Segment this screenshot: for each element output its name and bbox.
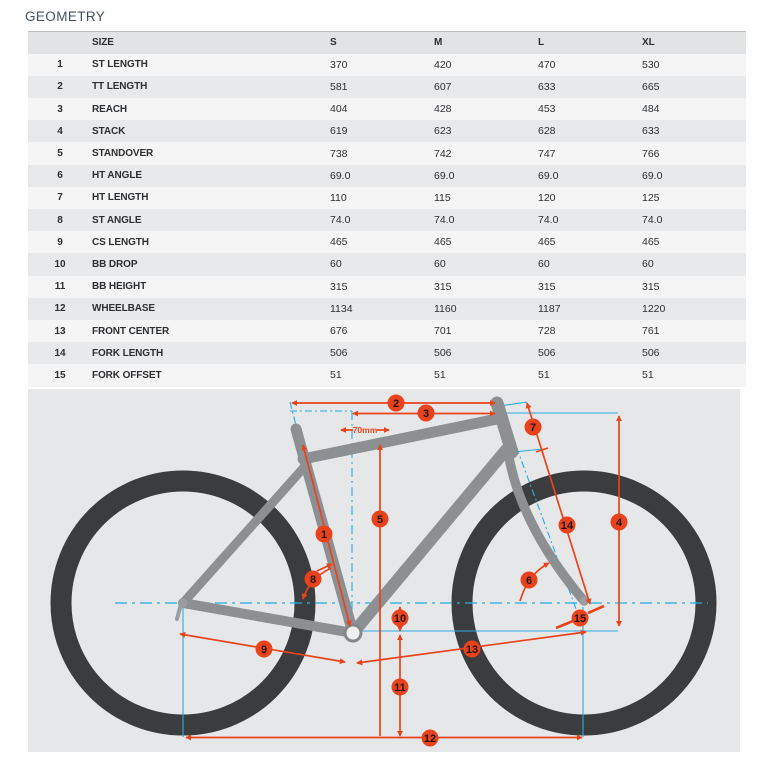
row-value-s: 69.0 <box>330 169 351 182</box>
callout-3-number: 3 <box>422 408 430 420</box>
callout-4-number: 4 <box>615 517 623 529</box>
callout-15 <box>572 610 589 627</box>
row-label: BB HEIGHT <box>92 281 147 293</box>
row-value-xl: 74.0 <box>642 214 663 227</box>
callout-7 <box>525 419 542 436</box>
row-number: 1 <box>57 59 63 71</box>
row-label: FORK LENGTH <box>92 347 164 359</box>
row-value-xl: 315 <box>642 280 660 293</box>
row-value-s: 51 <box>330 369 342 382</box>
row-label: STACK <box>92 125 126 137</box>
callout-13-number: 13 <box>465 644 479 656</box>
row-value-l: 69.0 <box>538 169 559 182</box>
row-value-l: 1187 <box>538 302 561 315</box>
row-value-l: 728 <box>538 325 556 338</box>
row-value-l: 74.0 <box>538 214 559 227</box>
row-value-l: 470 <box>538 58 556 71</box>
front-dropout <box>580 597 589 606</box>
table-row <box>28 342 746 364</box>
row-value-l: 453 <box>538 103 556 116</box>
row-value-m: 1160 <box>434 302 457 315</box>
row-number: 5 <box>57 148 63 160</box>
table-row <box>28 364 746 386</box>
row-value-xl: 633 <box>642 125 660 138</box>
row-value-s: 676 <box>330 325 348 338</box>
row-number: 8 <box>57 214 63 226</box>
row-value-xl: 465 <box>642 236 660 249</box>
row-label: HT ANGLE <box>92 170 142 182</box>
row-value-m: 623 <box>434 125 452 138</box>
row-value-s: 315 <box>330 280 348 293</box>
callout-5-number: 5 <box>376 514 384 526</box>
bike-geometry-diagram-svg <box>28 389 740 752</box>
row-label: HT LENGTH <box>92 192 149 204</box>
header-cell-xl: XL <box>642 37 655 49</box>
callout-9-number: 9 <box>260 644 268 656</box>
geometry-table <box>28 31 746 387</box>
callout-2 <box>388 395 405 412</box>
callout-11 <box>392 679 409 696</box>
row-value-m: 115 <box>434 191 451 204</box>
callout-3 <box>418 405 435 422</box>
row-value-s: 506 <box>330 347 348 360</box>
callout-10 <box>392 610 409 627</box>
callout-10-number: 10 <box>393 613 407 625</box>
row-label: REACH <box>92 103 128 115</box>
table-row <box>28 276 746 298</box>
header-cell-size: SIZE <box>92 37 114 49</box>
row-number: 15 <box>54 369 66 381</box>
row-value-l: 465 <box>538 236 556 249</box>
callout-14 <box>559 517 576 534</box>
row-value-xl: 51 <box>642 369 654 382</box>
page-title: GEOMETRY <box>25 9 106 24</box>
row-value-xl: 60 <box>642 258 654 271</box>
row-value-m: 74.0 <box>434 214 455 227</box>
callout-7-number: 7 <box>529 422 537 434</box>
header-cell-m: M <box>434 37 443 49</box>
row-number: 14 <box>54 347 66 359</box>
callout-12-number: 12 <box>423 733 437 745</box>
row-value-s: 74.0 <box>330 214 351 227</box>
table-row <box>28 209 746 231</box>
callout-5 <box>372 511 389 528</box>
table-row <box>28 76 746 98</box>
row-value-s: 619 <box>330 125 348 138</box>
row-number: 2 <box>57 81 63 93</box>
callout-1 <box>316 526 333 543</box>
row-value-m: 428 <box>434 103 452 116</box>
callout-4 <box>611 514 628 531</box>
header-cell-s: S <box>330 37 337 49</box>
row-number: 7 <box>57 192 63 204</box>
row-value-s: 404 <box>330 103 348 116</box>
callout-8 <box>305 571 322 588</box>
bottom-bracket <box>345 625 361 641</box>
row-number: 4 <box>57 125 63 137</box>
table-row <box>28 120 746 142</box>
table-row <box>28 98 746 120</box>
table-row <box>28 187 746 209</box>
row-value-s: 1134 <box>330 302 353 315</box>
table-row <box>28 142 746 164</box>
row-number: 13 <box>54 325 66 337</box>
row-value-l: 315 <box>538 280 556 293</box>
geometry-table-header <box>28 32 746 54</box>
table-row <box>28 253 746 275</box>
row-label: BB DROP <box>92 258 138 270</box>
row-number: 10 <box>54 258 66 270</box>
row-value-xl: 125 <box>642 191 660 204</box>
row-value-m: 420 <box>434 58 452 71</box>
callout-6 <box>521 572 538 589</box>
callout-14-number: 14 <box>560 520 574 532</box>
row-value-xl: 506 <box>642 347 660 360</box>
callout-8-number: 8 <box>309 574 317 586</box>
row-number: 9 <box>57 236 63 248</box>
table-row <box>28 231 746 253</box>
callout-15-number: 15 <box>573 613 587 625</box>
row-label: CS LENGTH <box>92 236 149 248</box>
row-value-l: 120 <box>538 191 556 204</box>
geometry-table-body <box>28 54 746 387</box>
row-value-xl: 761 <box>642 325 660 338</box>
callout-6-number: 6 <box>525 575 533 587</box>
row-value-m: 506 <box>434 347 452 360</box>
row-value-s: 465 <box>330 236 348 249</box>
row-number: 3 <box>57 103 63 115</box>
stem-dimension-label: 70mm <box>352 425 378 435</box>
row-value-s: 110 <box>330 191 347 204</box>
callout-9 <box>256 641 273 658</box>
table-row <box>28 320 746 342</box>
row-value-xl: 530 <box>642 58 660 71</box>
row-value-s: 581 <box>330 80 348 93</box>
row-value-xl: 484 <box>642 103 660 116</box>
row-value-m: 60 <box>434 258 446 271</box>
row-value-s: 738 <box>330 147 348 160</box>
row-value-l: 633 <box>538 80 556 93</box>
row-value-m: 465 <box>434 236 452 249</box>
row-value-m: 701 <box>434 325 452 338</box>
row-value-l: 747 <box>538 147 556 160</box>
row-value-s: 60 <box>330 258 342 271</box>
row-value-l: 628 <box>538 125 556 138</box>
row-value-m: 69.0 <box>434 169 455 182</box>
row-label: TT LENGTH <box>92 81 148 93</box>
row-number: 12 <box>54 303 66 315</box>
callout-13 <box>464 641 481 658</box>
header-cell-blank <box>28 32 92 54</box>
row-label: ST LENGTH <box>92 59 148 71</box>
row-value-l: 60 <box>538 258 550 271</box>
callout-12 <box>422 730 439 747</box>
row-number: 11 <box>54 281 66 293</box>
row-value-xl: 69.0 <box>642 169 663 182</box>
row-label: WHEELBASE <box>92 303 155 315</box>
table-row <box>28 298 746 320</box>
row-label: ST ANGLE <box>92 214 142 226</box>
row-label: FORK OFFSET <box>92 369 162 381</box>
row-value-l: 506 <box>538 347 556 360</box>
row-value-xl: 1220 <box>642 302 666 315</box>
row-label: STANDOVER <box>92 148 154 160</box>
table-row <box>28 54 746 76</box>
row-value-xl: 766 <box>642 147 660 160</box>
geometry-diagram <box>28 389 740 752</box>
row-value-l: 51 <box>538 369 550 382</box>
row-value-xl: 665 <box>642 80 660 93</box>
row-value-m: 51 <box>434 369 446 382</box>
row-number: 6 <box>57 170 63 182</box>
header-cell-l: L <box>538 37 545 49</box>
row-label: FRONT CENTER <box>92 325 170 337</box>
row-value-s: 370 <box>330 58 348 71</box>
callout-11-number: 11 <box>394 682 406 694</box>
table-row <box>28 165 746 187</box>
callout-2-number: 2 <box>392 398 400 410</box>
header-row <box>28 32 746 54</box>
row-value-m: 742 <box>434 147 452 160</box>
row-value-m: 607 <box>434 80 452 93</box>
callout-1-number: 1 <box>320 529 328 541</box>
row-value-m: 315 <box>434 280 452 293</box>
